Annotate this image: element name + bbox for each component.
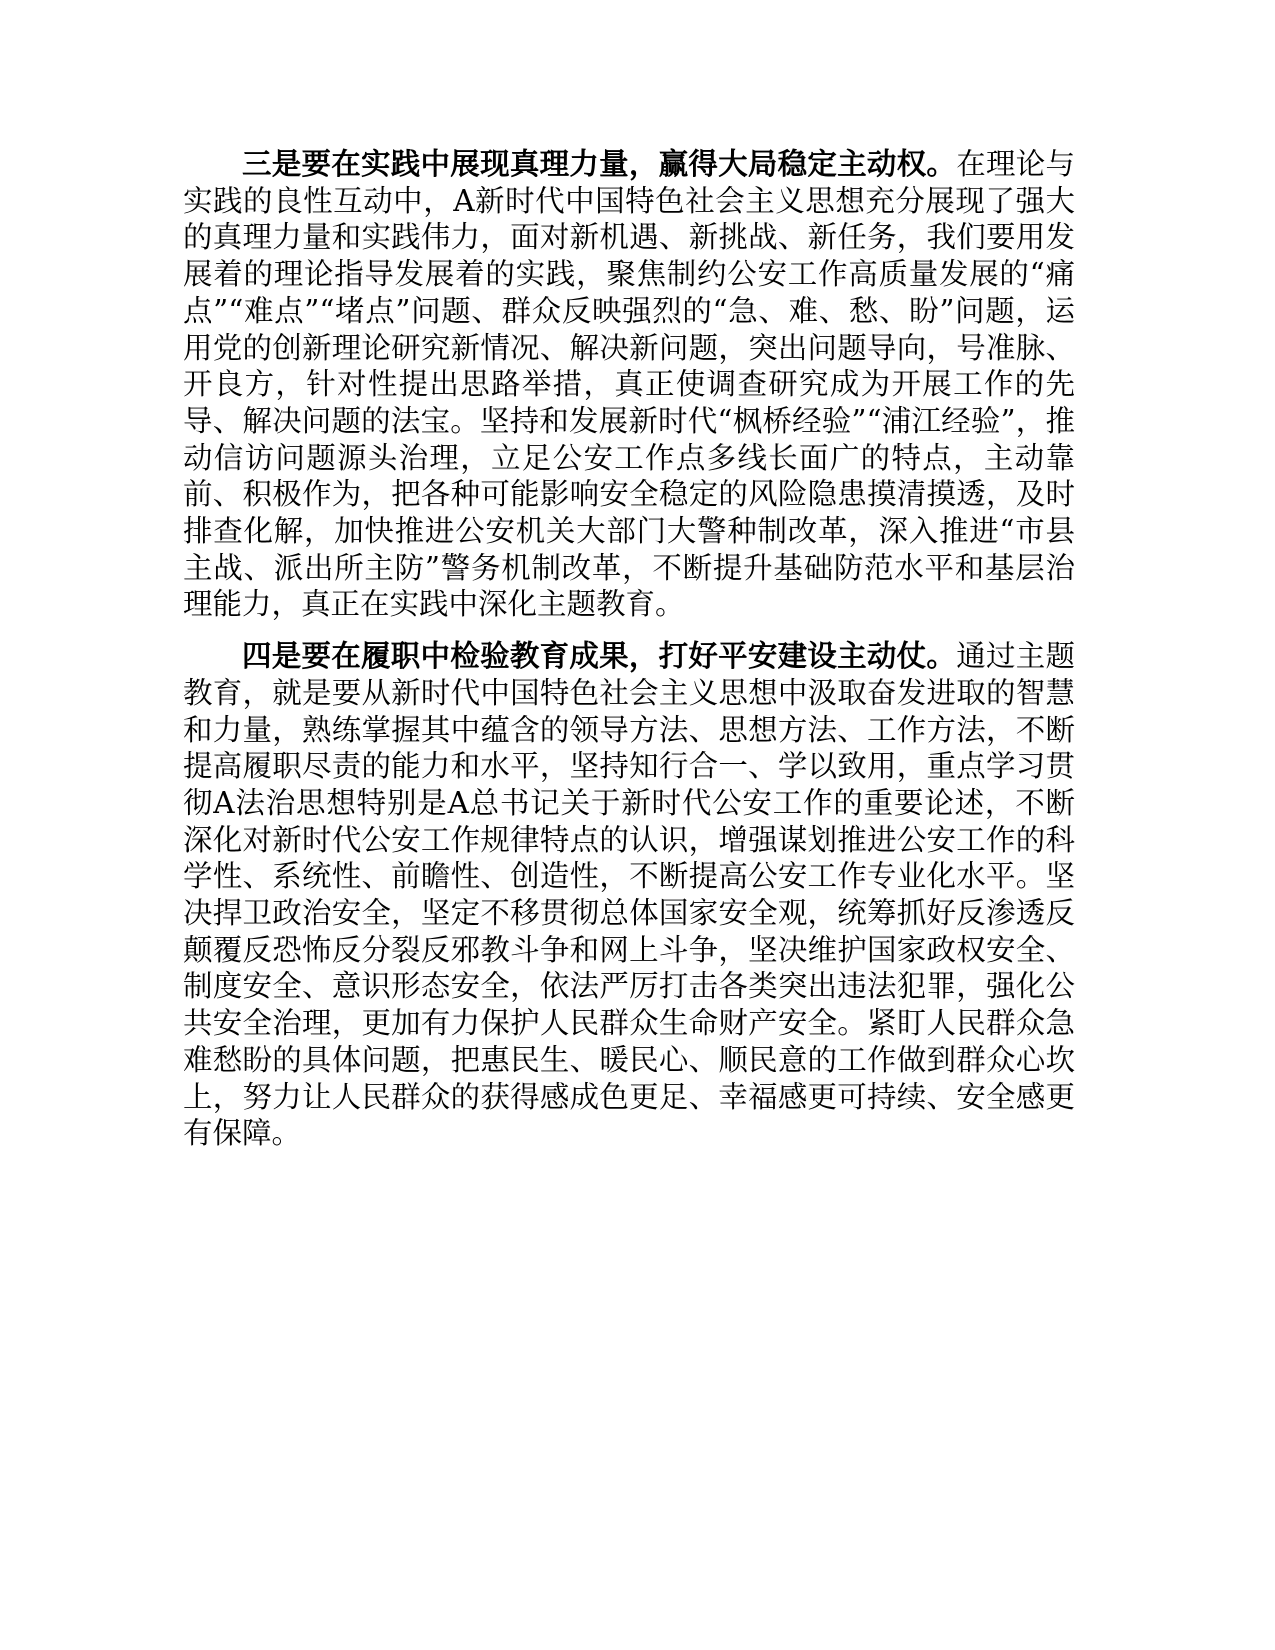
document-page (183, 146, 1075, 1152)
paragraph-lead-heading: 三是要在实践中展现真理力量，赢得大局稳定主动权。 (242, 146, 957, 181)
paragraph-duty (183, 638, 1075, 1152)
paragraph-body-text: 在理论与实践的良性互动中，A新时代中国特色社会主义思想充分展现了强大的真理力量和实践伟力，面对新机遇、新挑战、新任务，我们要用发展着的理论指导发展着的实践，聚焦制约公安工作高质量发展的“痛点”“难点”“堵点”问题、群众反映强烈的“急、难、愁、盼”问题，运用党的创新理论研究新情况、解决新问题，突出问题导向，号准脉、开良方，针对性提出思路举措，真正使调查研究成为开展工作的先导、解决问题的法宝。坚持和发展新时代“枫桥经验”“浦江经验”，推动信访问题源头治理，立足公安工作点多线长面广的特点，主动靠前、积极作为，把各种可能影响安全稳定的风险隐患摸清摸透，及时排查化解，加快推进公安机关大部门大警种制改革，深入推进“市县主战、派出所主防”警务机制改革，不断提升基础防范水平和基层治理能力，真正在实践中深化主题教育。 (183, 147, 1075, 622)
paragraph-lead-heading: 四是要在履职中检验教育成果，打好平安建设主动仗。 (242, 638, 957, 674)
paragraph-practice (183, 146, 1075, 623)
paragraph-body-text: 通过主题教育，就是要从新时代中国特色社会主义思想中汲取奋发进取的智慧和力量，熟练掌握其中蕴含的领导方法、思想方法、工作方法，不断提高履职尽责的能力和水平，坚持知行合一、学以致用，重点学习贯彻A法治思想特别是A总书记关于新时代公安工作的重要论述，不断深化对新时代公安工作规律特点的认识，增强谋划推进公安工作的科学性、系统性、前瞻性、创造性，不断提高公安工作专业化水平。坚决捍卫政治安全，坚定不移贯彻总体国家安全观，统筹抓好反渗透反颠覆反恐怖反分裂反邪教斗争和网上斗争，坚决维护国家政权安全、制度安全、意识形态安全，依法严厉打击各类突出违法犯罪，强化公共安全治理，更加有力保护人民群众生命财产安全。紧盯人民群众急难愁盼的具体问题，把惠民生、暖民心、顺民意的工作做到群众心坎上，努力让人民群众的获得感成色更足、幸福感更可持续、安全感更有保障。 (183, 639, 1075, 1151)
